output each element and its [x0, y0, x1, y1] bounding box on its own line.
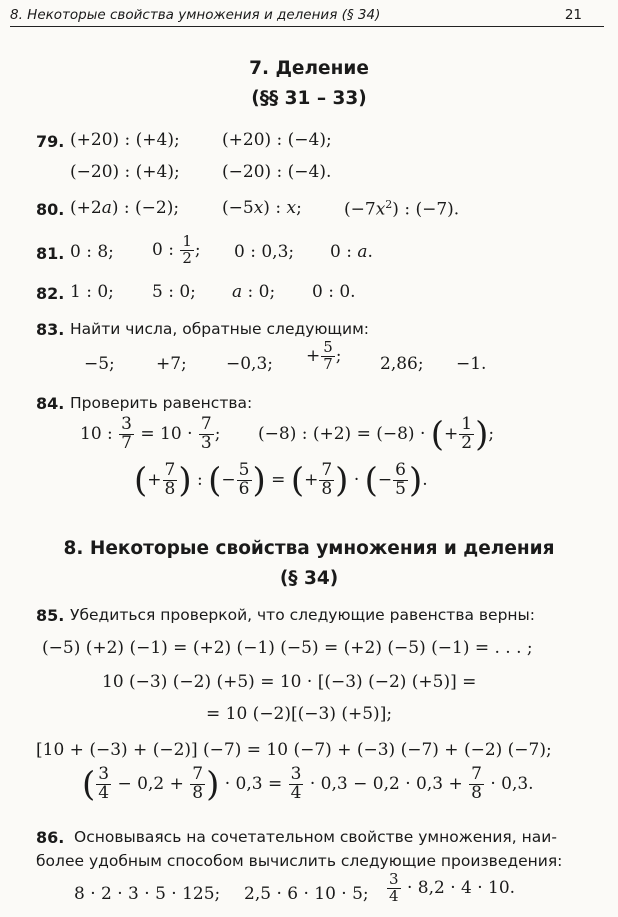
value: + $\frac{5}{7}$ ;	[306, 338, 342, 373]
exercise-80	[36, 198, 596, 224]
exercise-text: более удобным способом вычислить следующие произведения:	[36, 852, 563, 870]
exercise-number: 86.	[36, 828, 65, 847]
exercise-81	[36, 234, 596, 278]
exercise-number: 85.	[36, 606, 65, 625]
value: −0,3;	[226, 354, 274, 374]
exercise-number: 83.	[36, 320, 65, 339]
exercise-text: Основываясь на сочетательном свойстве умножения, наи-	[74, 828, 557, 846]
expression: (+20) : (−4);	[222, 130, 332, 150]
running-title: 8. Некоторые свойства умножения и деления (§ 34)	[10, 7, 381, 23]
equation: (−5) (+2) (−1) = (+2) (−1) (−5) = (+2) (−5) (−1) = . . . ;	[42, 638, 533, 658]
expression: 0 : 8;	[70, 242, 114, 262]
expression: 1 : 0;	[70, 282, 114, 302]
equation: ( $\frac{3}{4}$ − 0,2 + $\frac{7}{8}$ ) · 0,3 = $\frac{3}{4}$ · 0,3 − 0,2 · 0,3 + $\frac{7}{8}$ · 0,3.	[82, 764, 534, 805]
expression: 0 : a.	[330, 242, 373, 262]
expression: 0 : 0.	[312, 282, 356, 302]
page-number: 21	[564, 7, 582, 23]
expression: $(-7x^2)$ : (−7).	[344, 198, 460, 220]
exercise-79	[36, 130, 596, 190]
exercise-number: 81.	[36, 244, 65, 263]
exercise-86	[36, 826, 606, 916]
exercise-number: 84.	[36, 394, 65, 413]
equation: = 10 (−2)[(−3) (+5)];	[206, 704, 393, 724]
expression: 8 · 2 · 3 · 5 · 125;	[74, 884, 221, 904]
expression: (−20) : (−4).	[222, 162, 332, 182]
exercise-84	[36, 392, 606, 512]
expression: 0 : $\frac{1}{2}$ ;	[152, 232, 201, 267]
exercise-number: 82.	[36, 284, 65, 303]
exercise-text: Проверить равенства:	[70, 394, 253, 412]
expression: (−5x) : x;	[222, 198, 302, 218]
equation: 10 (−3) (−2) (+5) = 10 · [(−3) (−2) (+5)] =	[102, 672, 477, 692]
section-8-subtitle: (§ 34)	[279, 568, 339, 589]
exercise-number: 80.	[36, 200, 65, 219]
exercise-number: 79.	[36, 132, 65, 151]
equation: 10 : $\frac{3}{7}$ = 10 · $\frac{7}{3}$ ;	[80, 414, 221, 453]
exercise-text: Найти числа, обратные следующим:	[70, 320, 370, 338]
value: 2,86;	[380, 354, 424, 374]
expression: 0 : 0,3;	[234, 242, 295, 262]
section-7-title: 7. Деление	[249, 58, 369, 79]
section-7-subtitle: (§§ 31 – 33)	[251, 88, 367, 109]
expression: 2,5 · 6 · 10 · 5;	[244, 884, 369, 904]
exercise-83	[36, 318, 596, 382]
equation: (−8) : (+2) = (−8) · (+ $\frac{1}{2}$ );	[258, 414, 495, 455]
exercise-text: Убедиться проверкой, что следующие равенства верны:	[70, 606, 535, 624]
expression: $\frac{3}{4}$ · 8,2 · 4 · 10.	[389, 870, 516, 905]
expression: 5 : 0;	[152, 282, 196, 302]
expression: a : 0;	[232, 282, 276, 302]
equation: (+ $\frac{7}{8}$ ) : (− $\frac{5}{6}$ ) = (+ $\frac{7}{8}$ ) · (− $\frac{6}{5}$ ).	[134, 460, 428, 501]
value: −1.	[456, 354, 487, 374]
expression: (−20) : (+4);	[70, 162, 180, 182]
expression: (+2a) : (−2);	[70, 198, 180, 218]
section-8-title: 8. Некоторые свойства умножения и деления	[63, 538, 555, 559]
exercise-85	[36, 604, 606, 814]
value: −5;	[84, 354, 115, 374]
page-header	[10, 4, 604, 27]
exercise-82	[36, 282, 596, 308]
expression: (+20) : (+4);	[70, 130, 180, 150]
value: +7;	[156, 354, 187, 374]
equation: [10 + (−3) + (−2)] (−7) = 10 (−7) + (−3) (−7) + (−2) (−7);	[36, 740, 552, 760]
